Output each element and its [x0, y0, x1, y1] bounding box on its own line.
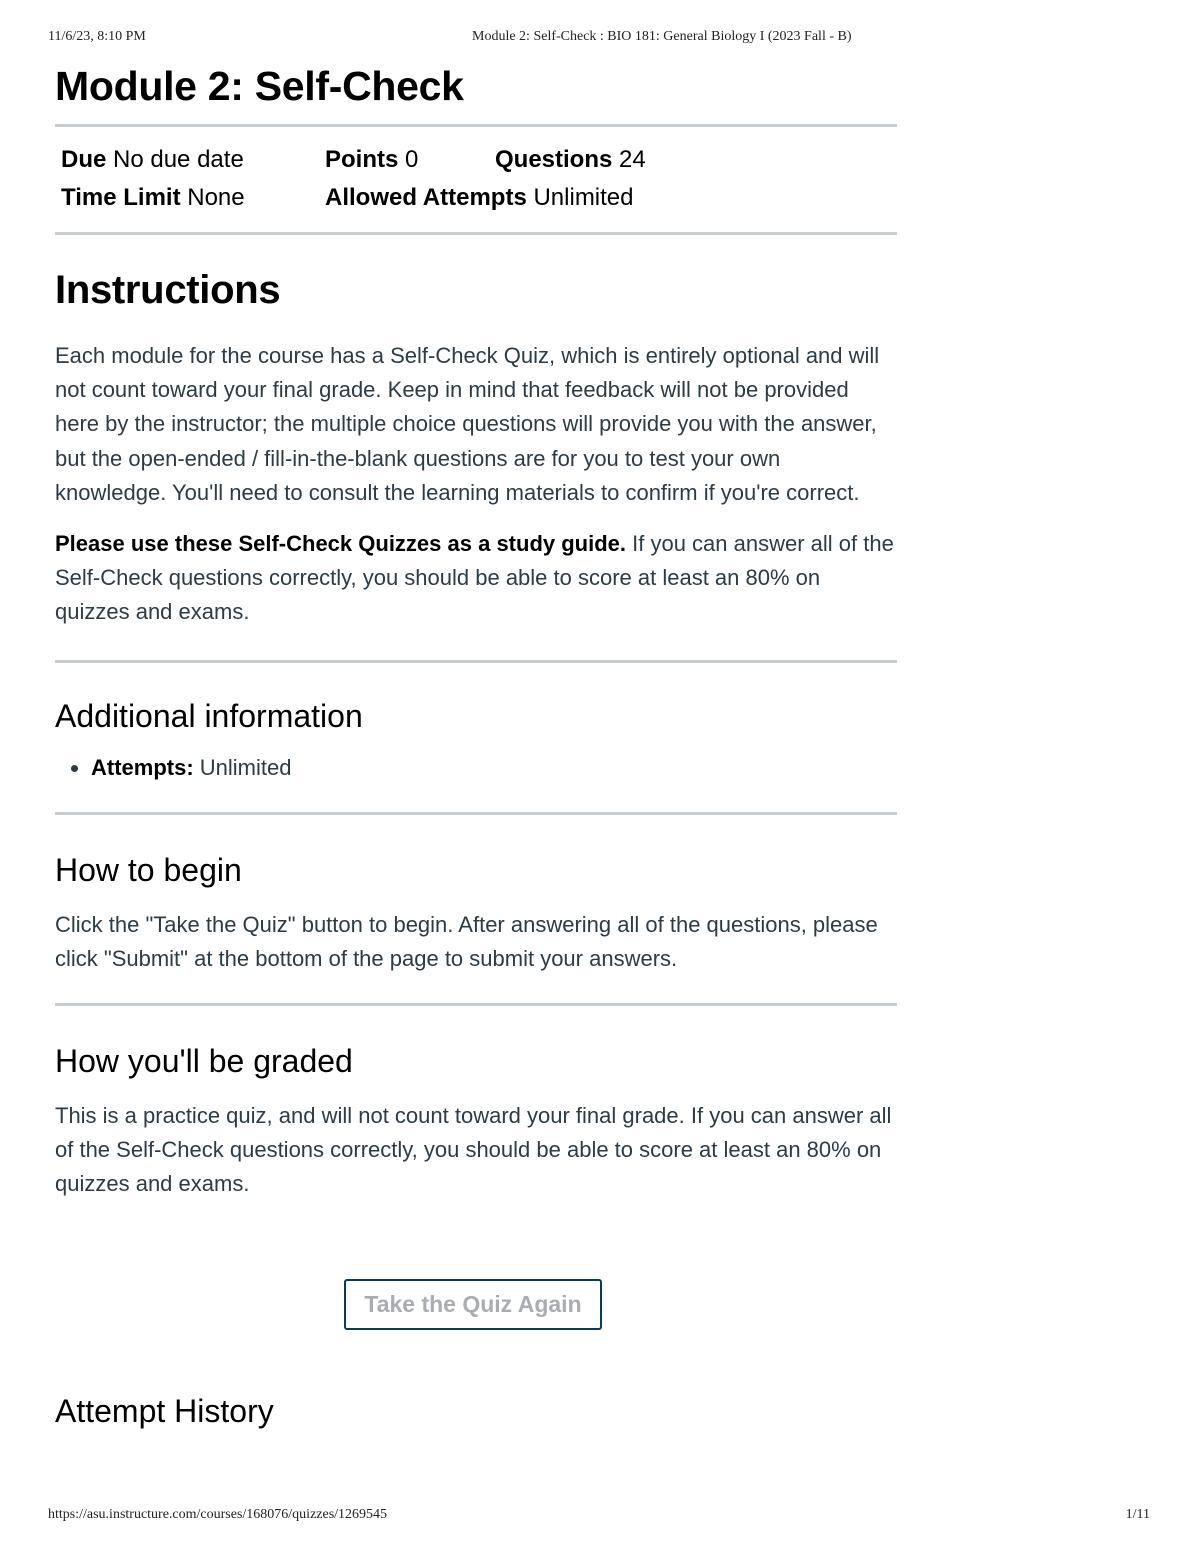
print-page-title: Module 2: Self-Check : BIO 181: General Biology I (2023 Fall - B) [472, 29, 852, 44]
divider [55, 1003, 897, 1006]
allowed-attempts-detail [325, 184, 634, 212]
divider [55, 232, 897, 235]
how-graded-text: This is a practice quiz, and will not count toward your final grade. If you can answer all of the Self-Check questions correctly, you should be able to score at least an 80% on quizzes and exams. [55, 1103, 892, 1197]
questions-label: Questions [495, 146, 613, 173]
divider [55, 660, 897, 663]
study-guide-emphasis: Please use these Self-Check Quizzes as a study guide. [55, 531, 627, 557]
due-label: Due [61, 146, 107, 173]
points-detail [325, 146, 495, 174]
how-to-begin-text: Click the "Take the Quiz" button to begin. After answering all of the questions, please click "Submit" at the bottom of the page to submit your answers. [55, 911, 878, 971]
print-date: 11/6/23, 8:10 PM [48, 29, 146, 44]
allowed-attempts-label: Allowed Attempts [325, 184, 527, 211]
points-value: 0 [405, 146, 419, 173]
time-limit-value: None [187, 184, 245, 211]
allowed-attempts-value: Unlimited [533, 184, 634, 211]
time-limit-label: Time Limit [61, 184, 181, 211]
due-detail [61, 146, 325, 174]
due-value: No due date [113, 146, 244, 173]
quiz-details [55, 127, 897, 232]
quiz-content [55, 60, 897, 1202]
instructions-paragraph: Each module for the course has a Self-Check Quiz, which is entirely optional and will not count toward your final grade. Keep in mind that feedback will not be provided here by the instructor; the multiple choice questions will provide you with the answer, but the open-ended / fill-in-the-blank questions are for you to test your own knowledge. You'll need to consult the learning materials to confirm if you're correct. [55, 343, 880, 505]
study-guide-text: If you can answer all of the Self-Check questions correctly, you should be able to score at least an 80% on quizzes and exams. [55, 531, 894, 625]
attempts-info-value: Unlimited [193, 754, 292, 780]
take-quiz-again-button[interactable]: Take the Quiz Again [344, 1279, 602, 1330]
divider [55, 812, 897, 815]
time-limit-detail [61, 184, 325, 212]
list-item [91, 751, 897, 785]
print-url: https://asu.instructure.com/courses/168076/quizzes/1269545 [48, 1507, 388, 1522]
additional-info-list [55, 751, 897, 785]
how-graded-heading: How you'll be graded [55, 1043, 353, 1080]
instructions-heading: Instructions [55, 268, 281, 312]
attempt-history-heading: Attempt History [55, 1393, 274, 1429]
attempts-info-label: Attempts: [91, 754, 194, 780]
quiz-title: Module 2: Self-Check [55, 63, 464, 109]
points-label: Points [325, 146, 399, 173]
study-guide-paragraph [55, 527, 897, 630]
questions-detail [495, 146, 646, 174]
page-number: 1/11 [1125, 1507, 1150, 1522]
how-to-begin-heading: How to begin [55, 851, 242, 888]
questions-value: 24 [619, 146, 646, 173]
additional-info-heading: Additional information [55, 697, 363, 734]
